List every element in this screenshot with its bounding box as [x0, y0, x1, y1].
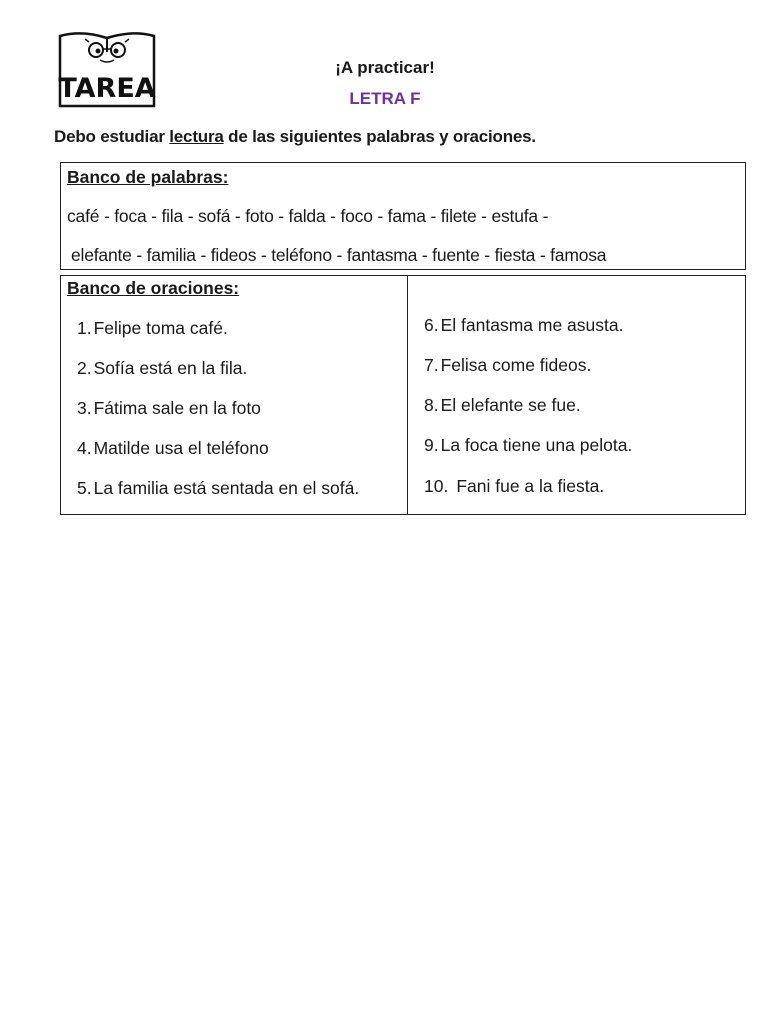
page-subtitle: LETRA F — [349, 89, 421, 108]
sentence-item — [77, 398, 261, 419]
sentence-bank-heading: Banco de oraciones: — [67, 278, 240, 298]
column-divider — [407, 276, 408, 514]
logo-text: TAREA — [58, 73, 156, 104]
tarea-logo-drawing — [56, 30, 158, 110]
sentence-number: 5. — [77, 478, 92, 498]
sentence-text: Felisa come fideos. — [440, 355, 592, 375]
sentence-item — [424, 476, 604, 497]
instructions — [54, 127, 536, 147]
sentence-number: 1. — [77, 318, 92, 338]
sentence-number: 10. — [424, 476, 449, 496]
sentence-text: Fani fue a la fiesta. — [456, 476, 605, 496]
sentence-text: El elefante se fue. — [440, 395, 581, 415]
instructions-after: de las siguientes palabras y oraciones. — [223, 127, 536, 146]
sentence-item — [77, 318, 228, 339]
sentence-item — [77, 358, 247, 379]
sentence-number: 9. — [424, 435, 439, 455]
sentence-item — [424, 395, 581, 416]
sentence-text: Felipe toma café. — [93, 318, 228, 338]
sentence-item — [424, 355, 591, 376]
sentence-number: 8. — [424, 395, 439, 415]
tarea-logo — [56, 30, 158, 110]
sentence-number: 4. — [77, 438, 92, 458]
sentence-text: La foca tiene una pelota. — [440, 435, 633, 455]
word-bank-heading: Banco de palabras: — [67, 167, 229, 187]
word-bank-box — [60, 162, 746, 270]
instructions-before: Debo estudiar — [54, 127, 170, 146]
sentence-number: 3. — [77, 398, 92, 418]
sentence-number: 2. — [77, 358, 92, 378]
sentence-text: Matilde usa el teléfono — [93, 438, 269, 458]
sentence-item — [77, 478, 359, 499]
sentence-number: 6. — [424, 315, 439, 335]
sentence-item — [424, 435, 632, 456]
sentence-bank-box — [60, 275, 746, 515]
instructions-underlined: lectura — [169, 127, 224, 146]
sentence-text: Fátima sale en la foto — [93, 398, 261, 418]
sentence-number: 7. — [424, 355, 439, 375]
sentence-item — [77, 438, 269, 459]
page-title: ¡A practicar! — [335, 58, 435, 77]
word-bank-line-1: café - foca - fila - sofá - foto - falda - foco - fama - filete - estufa - — [67, 206, 549, 226]
sentence-text: La familia está sentada en el sofá. — [93, 478, 360, 498]
sentence-text: Sofía está en la fila. — [93, 358, 248, 378]
sentence-item — [424, 315, 623, 336]
word-bank-line-2: elefante - familia - fideos - teléfono - fantasma - fuente - fiesta - famosa — [71, 245, 607, 265]
sentence-text: El fantasma me asusta. — [440, 315, 624, 335]
